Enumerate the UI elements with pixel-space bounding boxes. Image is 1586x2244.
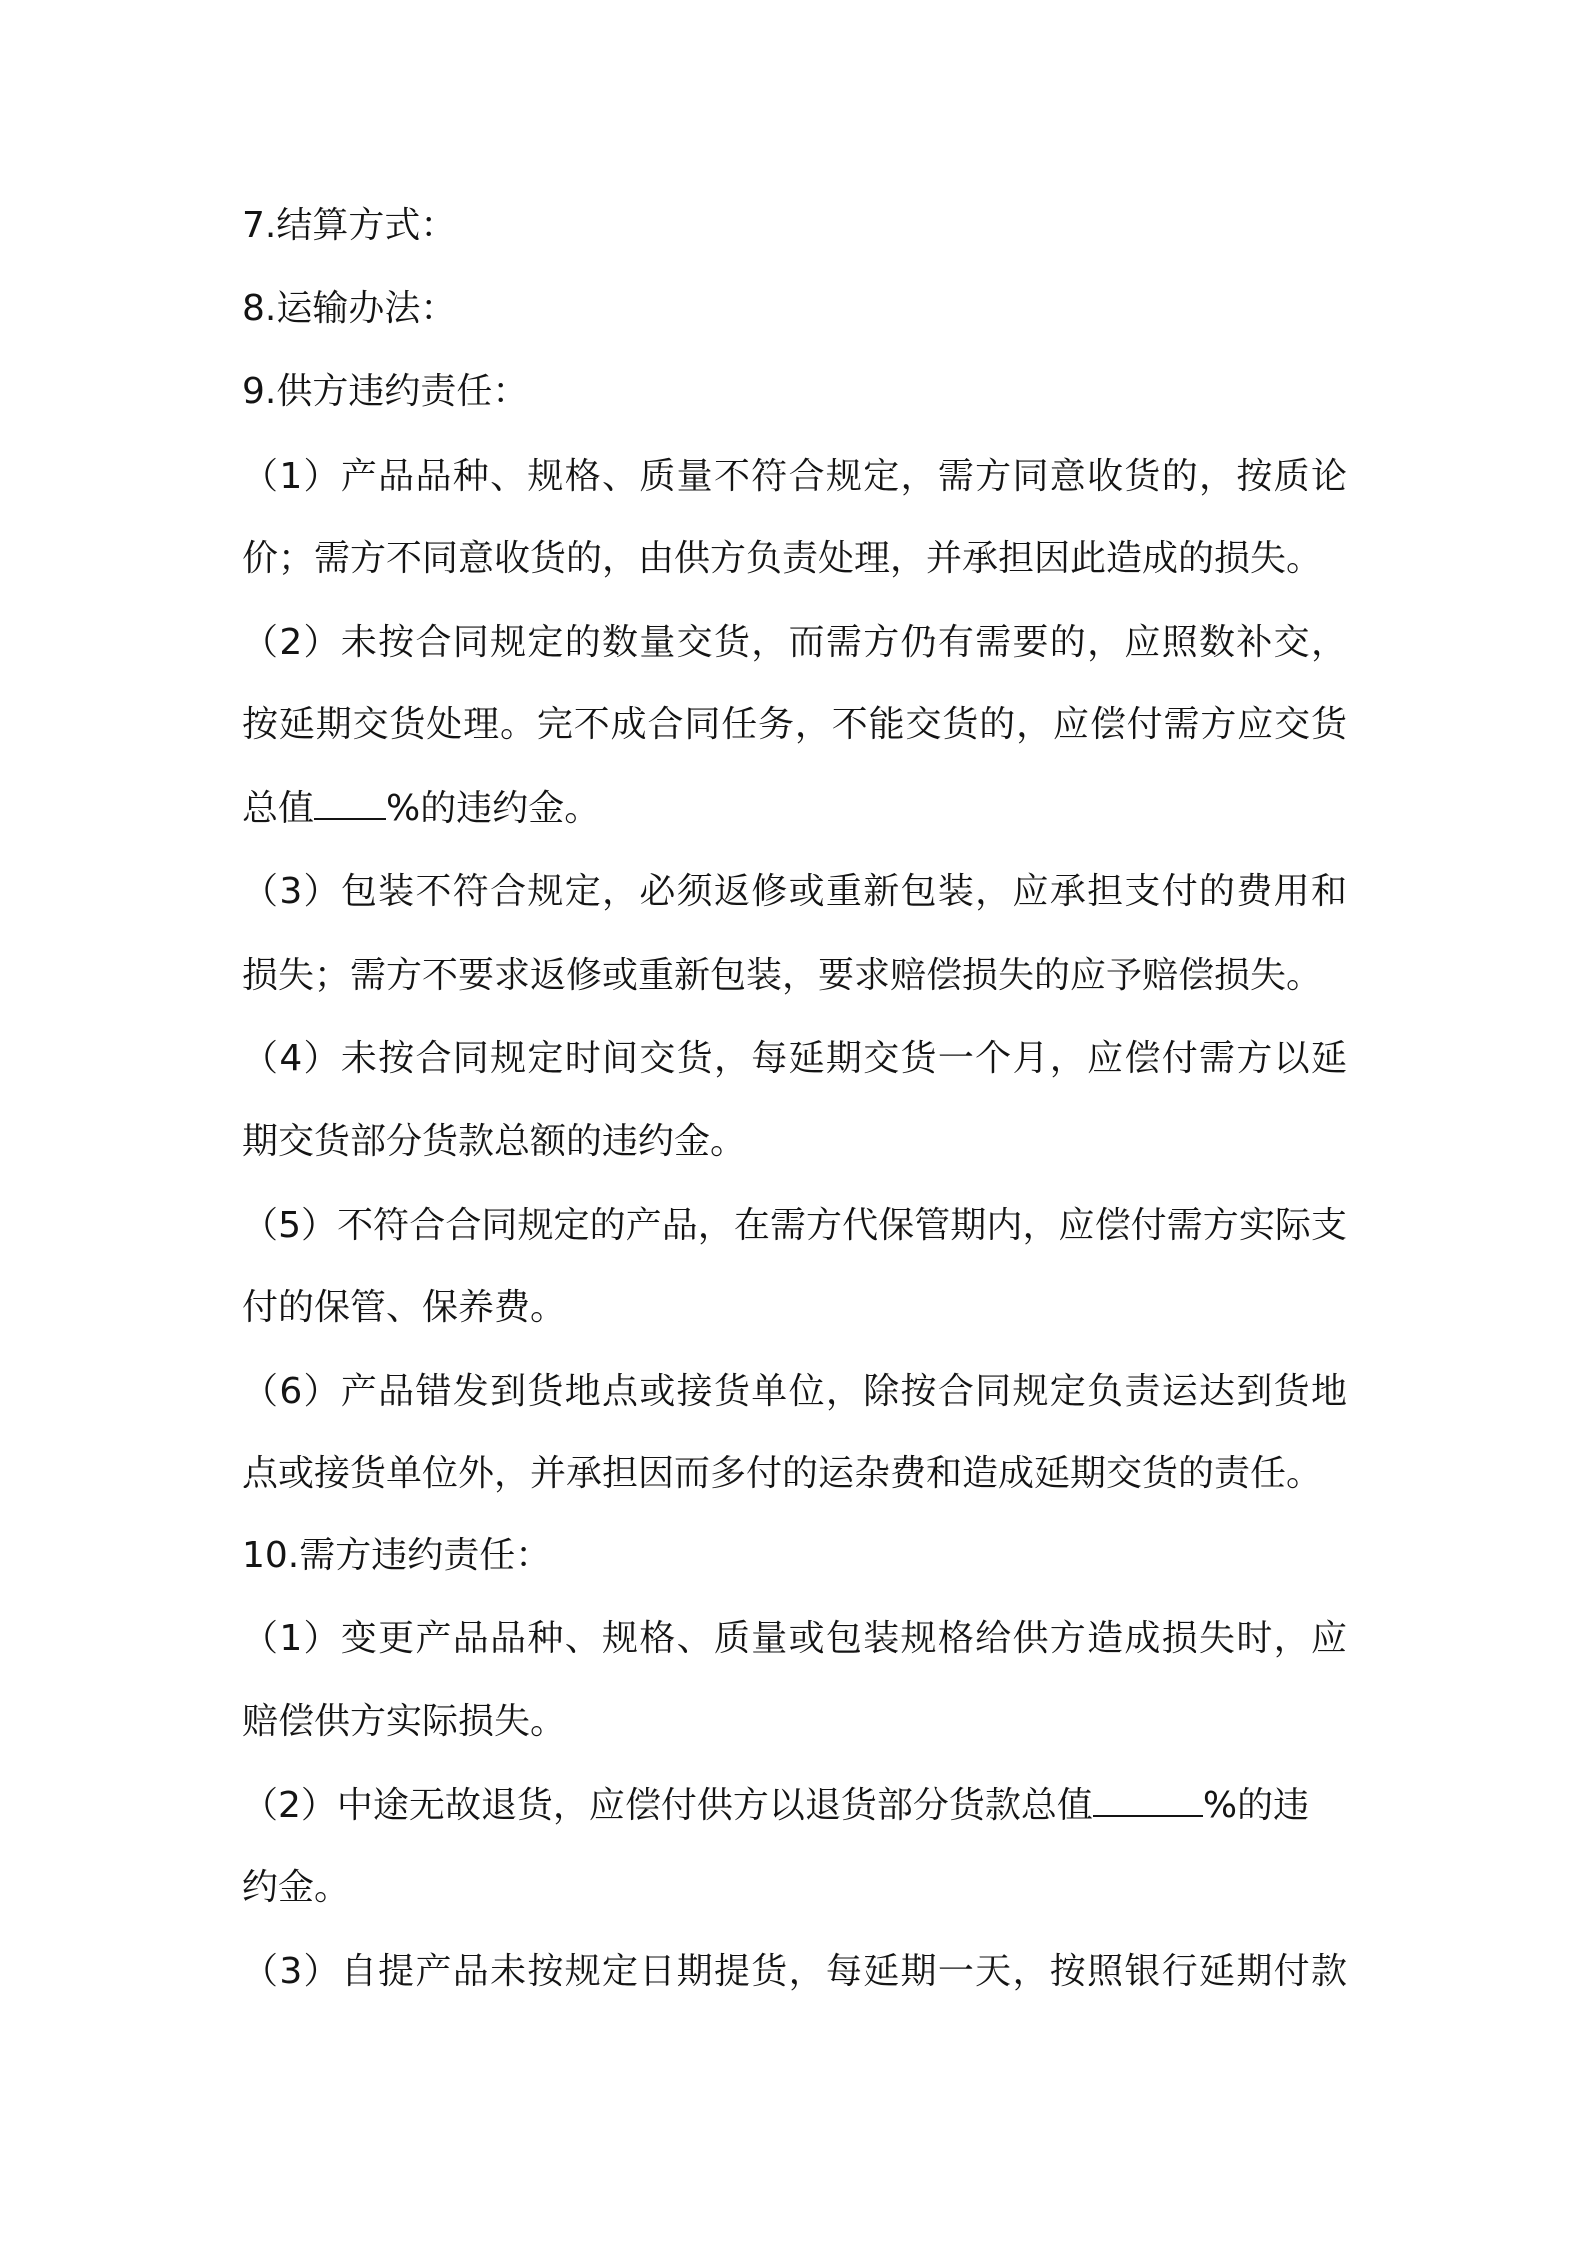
percentage-blank — [1093, 1785, 1203, 1817]
supplier-clause-5-line-1: （5）不符合合同规定的产品，在需方代保管期内，应偿付需方实际支 — [242, 1205, 1347, 1246]
buyer-clause-3-line-1: （3）自提产品未按规定日期提货，每延期一天，按照银行延期付款 — [242, 1951, 1347, 1992]
supplier-clause-1-line-2: 价；需方不同意收货的，由供方负责处理，并承担因此造成的损失。 — [242, 538, 1323, 579]
item-settlement-method: 7.结算方式： — [242, 205, 457, 246]
clause-text: %的违约金。 — [386, 788, 601, 829]
supplier-clause-2-line-1: （2）未按合同规定的数量交货，而需方仍有需要的，应照数补交， — [242, 622, 1347, 663]
percentage-blank — [314, 788, 386, 820]
item-buyer-liability-heading: 10.需方违约责任： — [242, 1535, 552, 1576]
supplier-clause-3-line-2: 损失；需方不要求返修或重新包装，要求赔偿损失的应予赔偿损失。 — [242, 955, 1323, 996]
item-transport-method: 8.运输办法： — [242, 288, 457, 329]
supplier-clause-1-line-1: （1）产品品种、规格、质量不符合规定，需方同意收货的，按质论 — [242, 456, 1347, 497]
buyer-clause-2-line-2: 约金。 — [242, 1867, 351, 1908]
buyer-clause-1-line-1: （1）变更产品品种、规格、质量或包装规格给供方造成损失时，应 — [242, 1618, 1347, 1659]
buyer-clause-1-line-2: 赔偿供方实际损失。 — [242, 1701, 567, 1742]
supplier-clause-4-line-2: 期交货部分货款总额的违约金。 — [242, 1121, 747, 1162]
supplier-clause-6-line-2: 点或接货单位外，并承担因而多付的运杂费和造成延期交货的责任。 — [242, 1453, 1323, 1494]
buyer-clause-2-line-1 — [242, 1780, 1347, 1832]
clause-text: 总值 — [242, 788, 315, 829]
supplier-clause-2-line-3 — [242, 783, 1347, 835]
clause-text: %的违 — [1202, 1785, 1310, 1826]
item-supplier-liability-heading: 9.供方违约责任： — [242, 371, 529, 412]
supplier-clause-4-line-1: （4）未按合同规定时间交货，每延期交货一个月，应偿付需方以延 — [242, 1038, 1347, 1079]
supplier-clause-5-line-2: 付的保管、保养费。 — [242, 1287, 567, 1328]
supplier-clause-2-line-2: 按延期交货处理。完不成合同任务，不能交货的，应偿付需方应交货 — [242, 704, 1347, 745]
supplier-clause-3-line-1: （3）包装不符合规定，必须返修或重新包装，应承担支付的费用和 — [242, 871, 1347, 912]
clause-text: （2）中途无故退货，应偿付供方以退货部分货款总值 — [242, 1785, 1093, 1826]
supplier-clause-6-line-1: （6）产品错发到货地点或接货单位，除按合同规定负责运达到货地 — [242, 1371, 1347, 1412]
